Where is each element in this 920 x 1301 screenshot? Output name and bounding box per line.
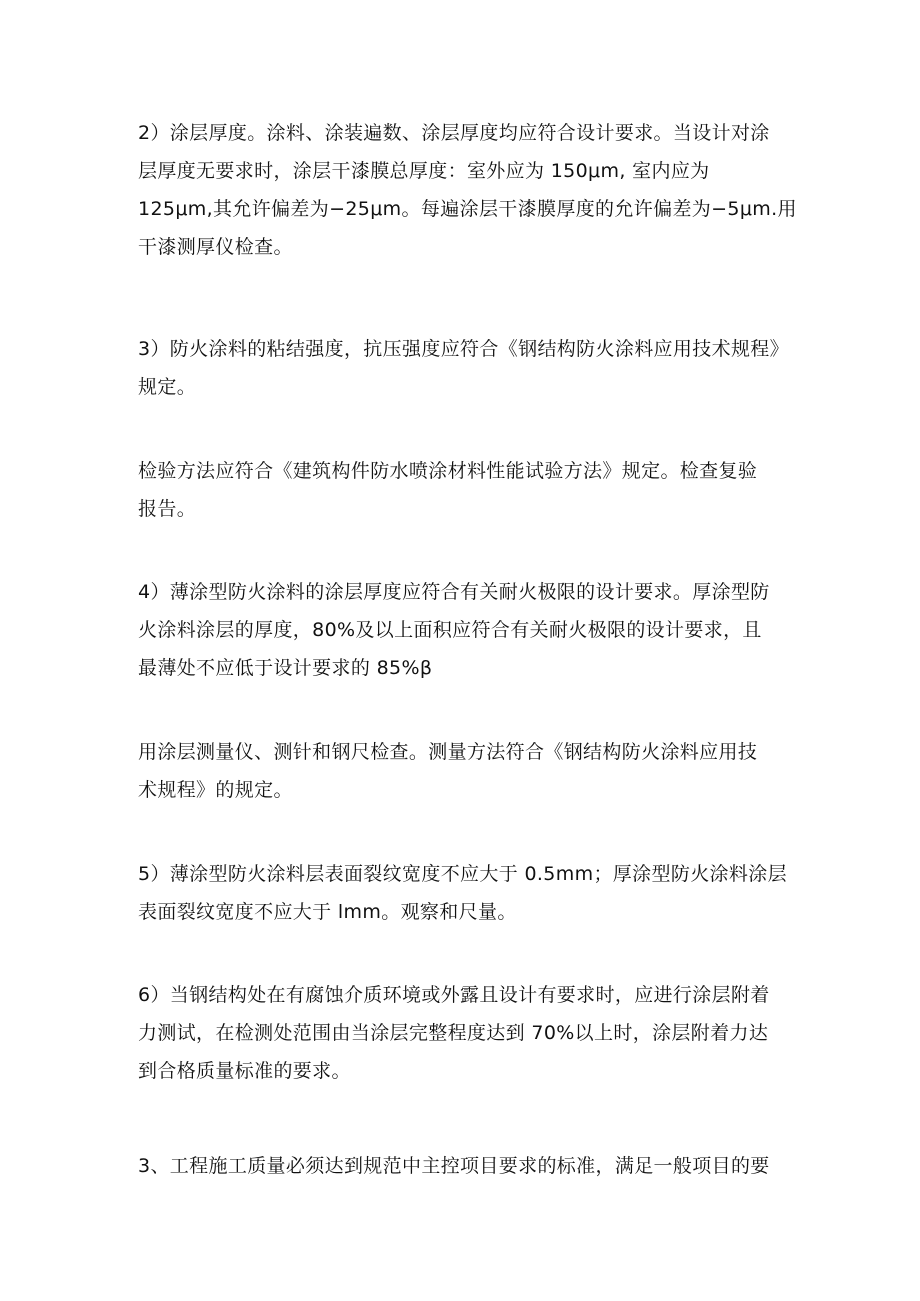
text-line: 表面裂纹宽度不应大于 lmm。观察和尺量。 (138, 901, 517, 923)
paragraph-thin-coating-thickness (138, 573, 798, 687)
paragraph-adhesion-test (138, 976, 798, 1090)
text-line: 4）薄涂型防火涂料的涂层厚度应符合有关耐火极限的设计要求。厚涂型防 (138, 581, 770, 603)
text-line: 术规程》的规定。 (138, 779, 293, 801)
text-line: 层厚度无要求时，涂层干漆膜总厚度：室外应为 150μm, 室内应为 (138, 160, 710, 182)
text-line: 报告。 (138, 498, 197, 520)
text-line: 力测试，在检测处范围由当涂层完整程度达到 70%以上时，涂层附着力达 (138, 1022, 769, 1044)
text-line: 用涂层测量仪、测针和钢尺检查。测量方法符合《钢结构防火涂料应用技 (138, 741, 758, 763)
paragraph-construction-quality (138, 1147, 798, 1185)
text-line: 检验方法应符合《建筑构件防水喷涂材料性能试验方法》规定。检查复验 (138, 460, 758, 482)
text-line: 125μm,其允许偏差为−25μm。每遍涂层干漆膜厚度的允许偏差为−5μm.用 (138, 198, 797, 220)
paragraph-fireproof-bond-strength (138, 330, 798, 406)
paragraph-crack-width (138, 855, 798, 931)
paragraph-coating-thickness (138, 114, 798, 266)
text-line: 2）涂层厚度。涂料、涂装遍数、涂层厚度均应符合设计要求。当设计对涂 (138, 122, 770, 144)
text-line: 5）薄涂型防火涂料层表面裂纹宽度不应大于 0.5mm；厚涂型防火涂料涂层 (138, 863, 787, 885)
paragraph-test-method (138, 452, 798, 528)
text-line: 3、工程施工质量必须达到规范中主控项目要求的标准，满足一般项目的要 (138, 1155, 770, 1177)
text-line: 最薄处不应低于设计要求的 85%β (138, 657, 433, 679)
text-line: 干漆测厚仪检查。 (138, 236, 293, 258)
text-line: 6）当钢结构处在有腐蚀介质环境或外露且设计有要求时，应进行涂层附着 (138, 984, 770, 1006)
text-line: 3）防火涂料的粘结强度，抗压强度应符合《钢结构防火涂料应用技术规程》 (138, 338, 789, 360)
paragraph-measurement-method (138, 733, 798, 809)
text-line: 到合格质量标准的要求。 (138, 1060, 351, 1082)
text-line: 火涂料涂层的厚度，80%及以上面积应符合有关耐火极限的设计要求，且 (138, 619, 762, 641)
text-line: 规定。 (138, 376, 197, 398)
